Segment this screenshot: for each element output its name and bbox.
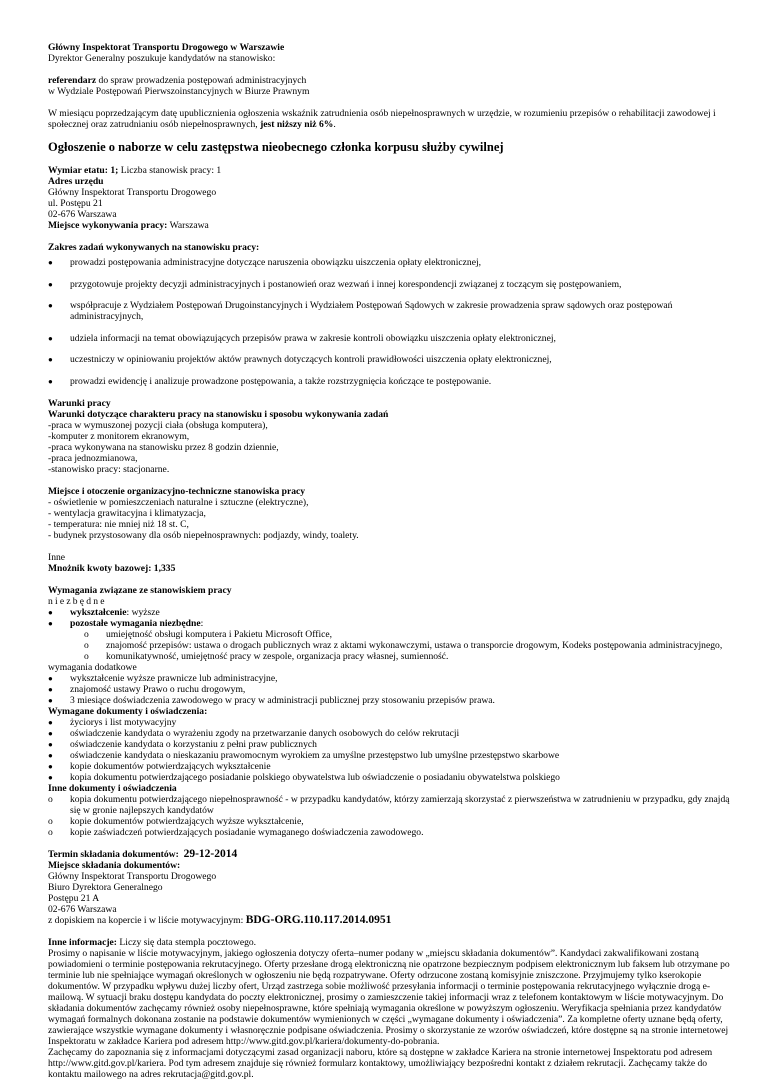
submission-section xyxy=(48,849,730,926)
requirements-section xyxy=(48,585,730,706)
environment-line: - oświetlenie w pomieszczeniach naturalne i sztuczne (elektryczne), xyxy=(48,496,309,508)
conditions-section xyxy=(48,398,730,475)
conditions-heading: Warunki pracy xyxy=(48,397,111,409)
info-first-text: Liczy się data stempla pocztowego. xyxy=(117,936,257,948)
list-item: o znajomość przepisów: ustawa o drogach publicznych wraz z aktami wykonawczymi, ustawa o transporcie drogowym, Kodeks postępowania administracyjnego, xyxy=(84,640,730,651)
list-item: ● uczestniczy w opiniowaniu projektów aktów prawnych dotyczących kontroli prawidłowości uiszczenia opłaty elektronicznej, xyxy=(48,354,730,365)
deadline-label: Termin składania dokumentów: xyxy=(48,848,179,860)
list-item: o umiejętność obsługi komputera i Pakietu Microsoft Office, xyxy=(84,629,730,640)
reference-line xyxy=(48,915,730,926)
list-item: ● 3 miesiące doświadczenia zawodowego w pracy w administracji publicznej przy stosowaniu przepisów prawa. xyxy=(48,695,730,706)
requirements-heading: Wymagania związane ze stanowiskiem pracy xyxy=(48,584,232,596)
list-item: ● oświadczenie kandydata o korzystaniu z pełni praw publicznych xyxy=(48,739,730,750)
institution-name: Główny Inspektorat Transportu Drogowego w Warszawie xyxy=(48,42,285,53)
condition-line: -praca wykonywana na stanowisku przez 8 godzin dziennie, xyxy=(48,441,279,453)
list-item: o komunikatywność, umiejętność pracy w zespole, organizacja pracy własnej, sumienność. xyxy=(84,651,730,662)
list-item: ● znajomość ustawy Prawo o ruchu drogowym, xyxy=(48,684,730,695)
position-description: do spraw prowadzenia postępowań administracyjnych xyxy=(96,75,307,86)
fte-line xyxy=(48,165,730,176)
condition-line: -stanowisko pracy: stacjonarne. xyxy=(48,463,170,475)
disability-note-bold: jest niższy niż 6% xyxy=(260,119,334,130)
header-section xyxy=(48,42,730,130)
list-item: ● oświadczenie kandydata o nieskazaniu prawomocnym wyrokiem za umyślne przestępstwo lub umyślne przestępstwo skarbowe xyxy=(48,750,730,761)
list-item: ● oświadczenie kandydata o wyrażeniu zgody na przetwarzanie danych osobowych do celów rekrutacji xyxy=(48,728,730,739)
info-paragraph: Prosimy o napisanie w liście motywacyjnym, jakiego ogłoszenia dotyczy oferta–numer podany w „miejscu składania dokumentów”. Kandydaci zakwalifikowani zostaną powiadomieni o terminie postępowania rekrutacyjnego. Oferty przesłane drogą elektroniczną nie opatrzone bezpiecznym podpisem elektronicznym lub faksem lub otrzymane po terminie lub nie spełniające wymagań określonych w ogłoszeniu nie będą rozpatrywane. Oferty odrzucone zostaną komisyjnie zniszczone. Przyjmujemy tylko kserokopie dokumentów. W przypadku wpływu dużej liczby ofert, Urząd zastrzega sobie możliwość przesyłania informacji o terminie postępowania rekrutacyjnego wyłącznie drogą e-mailową. W sytuacji braku dostępu kandydata do poczty elektronicznej, prosimy o zamieszczenie takiej informacji wraz z telefonem kontaktowym w liście motywacyjnym. Do składania dokumentów zachęcamy również osoby niepełnosprawne, które spełniają wymagania określone w powyższym ogłoszeniu. Weryfikacja spełniania przez kandydatów wymagań formalnych dokonana zostanie na podstawie dokumentów wymienionych w części „wymagane dokumenty i oświadczenia”. Za kompletne oferty uznane będą oferty, zawierające wszystkie wymagane dokumenty i własnoręcznie podpisane oświadczenia. Prosimy o skorzystanie ze wzorów oświadczeń, które dostępne są na stronie internetowej Inspektoratu w zakładce Kariera pod adresem http://www.gitd.gov.pl/kariera/dokumenty-do-pobrania. xyxy=(48,947,730,1047)
required-label: niezbędne xyxy=(48,595,107,607)
workplace-line xyxy=(48,220,730,231)
list-item: ● prowadzi postępowania administracyjne dotyczące naruszenia obowiązku uiszczenia opłaty elektronicznej, xyxy=(48,257,730,268)
documents-section xyxy=(48,706,730,838)
list-item xyxy=(48,607,730,618)
other-documents-list xyxy=(48,794,730,838)
condition-line: -praca w wymuszonej pozycji ciała (obsługa komputera), xyxy=(48,419,268,431)
deadline-line xyxy=(48,849,730,860)
address-line: Główny Inspektorat Transportu Drogowego xyxy=(48,187,217,198)
place-line: Postępu 21 A xyxy=(48,892,100,904)
place-line: Biuro Dyrektora Generalnego xyxy=(48,881,163,893)
list-item: o kopia dokumentu potwierdzającego niepełnosprawność - w przypadku kandydatów, którzy zamierzają skorzystać z pierwszeństwa w zatrudnieniu w przypadku, gdy znajdą się w gronie najlepszych kandydatów xyxy=(48,794,730,816)
address-line: ul. Postępu 21 xyxy=(48,198,103,209)
list-item: ● współpracuje z Wydziałem Postępowań Drugoinstancyjnych i Wydziałem Postępowań Sądowych w zakresie prowadzenia spraw sądowych oraz postępowań administracyjnych, xyxy=(48,300,730,322)
required-list xyxy=(48,607,730,629)
department-line: w Wydziale Postępowań Pierwszoinstancyjnych w Biurze Prawnym xyxy=(48,86,310,97)
page-title: Ogłoszenie o naborze w celu zastępstwa nieobecnego członka korpusu służby cywilnej xyxy=(48,140,504,154)
conditions-subheading: Warunki dotyczące charakteru pracy na stanowisku i sposobu wykonywania zadań xyxy=(48,408,389,420)
disability-note-text: W miesiącu poprzedzającym datę upublicznienia ogłoszenia wskaźnik zatrudnienia osób niepełnosprawnych w urzędzie, w rozumieniu przepisów o rehabilitacji zawodowej i społecznej oraz zatrudnianiu osób niepełnosprawnych, xyxy=(48,108,716,130)
disability-note xyxy=(48,108,730,130)
position-title: referendarz xyxy=(48,75,97,86)
other-required-colon: : xyxy=(200,617,204,629)
deadline-value: 29-12-2014 xyxy=(183,847,238,860)
list-item: o kopie dokumentów potwierdzających wyższe wykształcenie, xyxy=(48,816,730,827)
environment-section xyxy=(48,486,730,541)
list-item: ● prowadzi ewidencję i analizuje prowadzone postępowania, a także rozstrzygnięcia kończące te postępowanie. xyxy=(48,376,730,387)
list-item: o kopie zaświadczeń potwierdzających posiadanie wymaganego doświadczenia zawodowego. xyxy=(48,827,730,838)
environment-line: - budynek przystosowany dla osób niepełnosprawnych: podjazdy, windy, toalety. xyxy=(48,529,359,541)
list-item: ● udziela informacji na temat obowiązujących przepisów prawa w zakresie kontroli obowiązku uiszczenia opłaty elektronicznej, xyxy=(48,333,730,344)
list-item: ● życiorys i list motywacyjny xyxy=(48,717,730,728)
environment-line: - temperatura: nie mniej niż 18 st. C, xyxy=(48,518,189,530)
list-item xyxy=(48,618,730,629)
education-label: wykształcenie xyxy=(70,606,127,618)
posting-details xyxy=(48,165,730,231)
place-line: Główny Inspektorat Transportu Drogowego xyxy=(48,870,217,882)
place-line: 02-676 Warszawa xyxy=(48,903,117,915)
duties-heading: Zakres zadań wykonywanych na stanowisku pracy: xyxy=(48,242,260,253)
list-item: ● wykształcenie wyższe prawnicze lub administracyjne, xyxy=(48,673,730,684)
fte-rest: Liczba stanowisk pracy: 1 xyxy=(118,165,222,176)
required-documents-list xyxy=(48,717,730,783)
other-label: Inne xyxy=(48,551,66,563)
education-value: : wyższe xyxy=(126,606,160,618)
workplace-value: Warszawa xyxy=(167,220,209,231)
environment-heading: Miejsce i otoczenie organizacyjno-techniczne stanowiska pracy xyxy=(48,485,306,497)
reference-code: BDG-ORG.110.117.2014.0951 xyxy=(245,913,392,926)
fte-label: Wymiar etatu: 1; xyxy=(48,165,119,176)
salary-multiplier: Mnożnik kwoty bazowej: 1,335 xyxy=(48,562,176,574)
list-item: ● kopie dokumentów potwierdzających wykształcenie xyxy=(48,761,730,772)
duties-section xyxy=(48,242,730,387)
place-label: Miejsce składania dokumentów: xyxy=(48,859,181,871)
list-item: ● kopia dokumentu potwierdzającego posiadanie polskiego obywatelstwa lub oświadczenie o posiadaniu obywatelstwa polskiego xyxy=(48,772,730,783)
position-line xyxy=(48,75,730,86)
condition-line: -komputer z monitorem ekranowym, xyxy=(48,430,190,442)
duties-list xyxy=(48,257,730,387)
other-section xyxy=(48,552,730,574)
reference-prefix: z dopiskiem na kopercie i w liście motywacyjnym: xyxy=(48,914,246,926)
info-label: Inne informacje: xyxy=(48,936,118,948)
other-required-label: pozostałe wymagania niezbędne xyxy=(70,617,201,629)
condition-line: -praca jednozmianowa, xyxy=(48,452,138,464)
other-required-list xyxy=(48,629,730,662)
additional-label: wymagania dodatkowe xyxy=(48,661,137,673)
required-documents-heading: Wymagane dokumenty i oświadczenia: xyxy=(48,705,208,717)
additional-list xyxy=(48,673,730,706)
intro-text: Dyrektor Generalny poszukuje kandydatów na stanowisko: xyxy=(48,53,276,64)
address-label: Adres urzędu xyxy=(48,176,104,187)
environment-line: - wentylacja grawitacyjna i klimatyzacja, xyxy=(48,507,206,519)
list-item: ● przygotowuje projekty decyzji administracyjnych i postanowień oraz wezwań i innej korespondencji związanej z toczącym się postępowaniem, xyxy=(48,279,730,290)
disability-note-end: . xyxy=(333,119,336,130)
workplace-label: Miejsce wykonywania pracy: xyxy=(48,220,168,231)
info-first-line xyxy=(48,937,730,948)
info-paragraph: Zachęcamy do zapoznania się z informacjami dotyczącymi zasad organizacji naboru, które są dostępne w zakładce Kariera na stronie internetowej Inspektoratu pod adresem http://www.gitd.gov.pl/kariera. Pod tym adresem znajduje się również formularz kontaktowy, umożliwiający bezpośredni kontakt z działem rekrutacji. Zachęcamy także do kontaktu mailowego na adres rekrutacja@gitd.gov.pl. xyxy=(48,1046,713,1080)
info-section xyxy=(48,937,730,1080)
address-line: 02-676 Warszawa xyxy=(48,209,117,220)
other-documents-heading: Inne dokumenty i oświadczenia xyxy=(48,782,177,794)
